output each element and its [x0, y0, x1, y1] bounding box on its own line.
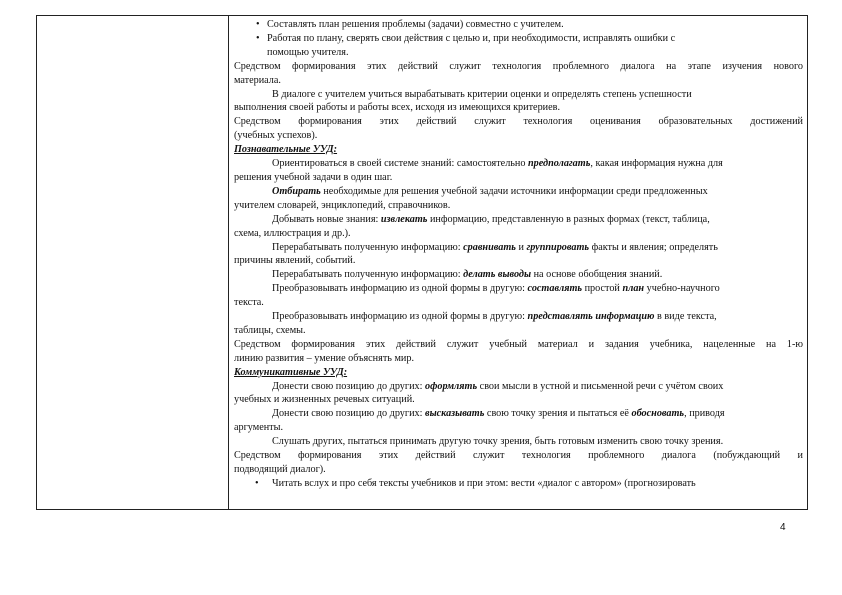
cog-line: Отбирать необходимые для решения учебной задачи источники информации среди предложенных: [272, 185, 708, 197]
cog-line: Ориентироваться в своей системе знаний: самостоятельно предполагать, какая информация нужна для: [272, 158, 723, 170]
cog-line-end: текста.: [234, 297, 264, 309]
paragraph-tech4-end: подводящий диалог).: [234, 464, 326, 475]
comm-line: Слушать других, пытаться принимать другую точку зрения, быть готовым изменить свою точку зрения.: [272, 436, 724, 448]
comm-line-end: учебных и жизненных речевых ситуаций.: [234, 394, 415, 406]
page-number: 4: [780, 522, 786, 533]
cog-line-end: схема, иллюстрация и др.).: [234, 227, 351, 239]
cog-line-end: причины явлений, событий.: [234, 255, 356, 267]
paragraph-tech1-end: материала.: [234, 74, 281, 86]
cog-line-end: решения учебной задачи в один шаг.: [234, 171, 393, 183]
paragraph-dialog: В диалоге с учителем учиться вырабатывать критерии оценки и определять степень успешности: [272, 88, 692, 100]
comm-line: Донести свою позицию до других: высказывать свою точку зрения и пытаться её обосновать, приводя: [272, 408, 725, 420]
cog-line-end: таблицы, схемы.: [234, 324, 306, 336]
cog-line-end: учителем словарей, энциклопедий, справочников.: [234, 199, 451, 211]
paragraph-tech3-end: линию развития – умение объяснять мир.: [234, 352, 414, 364]
paragraph-dialog-end: выполнения своей работы и работы всех, исходя из имеющихся критериев.: [234, 102, 560, 114]
paragraph-tech1: Средством формирования этих действий служит технология проблемного диалога на этапе изучения нового: [234, 60, 803, 72]
bullet-item: • Работая по плану, сверять свои действия с целью и, при необходимости, исправлять ошибки с помощью учителя.: [234, 32, 803, 60]
cog-line: Преобразовывать информацию из одной формы в другую: составлять простой план учебно-научного: [272, 283, 720, 295]
communicative-heading: Коммуникативные УУД:: [234, 366, 348, 378]
bullet-item: • Читать вслух и про себя тексты учебников и при этом: вести «диалог с автором» (прогнозировать: [234, 477, 803, 491]
paragraph-tech2-end: (учебных успехов).: [234, 130, 318, 142]
comm-line-end: аргументы.: [234, 422, 284, 434]
comm-line: Донести свою позицию до других: оформлять свои мысли в устной и письменной речи с учётом своих: [272, 380, 724, 392]
paragraph-tech4: Средством формирования этих действий служит технология проблемного диалога (побуждающий и: [234, 450, 803, 462]
table-right-cell: [230, 16, 807, 509]
bullet-item: • Составлять план решения проблемы (задачи) совместно с учителем.: [234, 18, 803, 32]
cog-line: Преобразовывать информацию из одной формы в другую: представлять информацию в виде текста,: [272, 311, 717, 323]
table-left-cell: [37, 16, 229, 509]
cognitive-heading: Познавательные УУД:: [234, 144, 338, 156]
paragraph-tech3: Средством формирования этих действий служит учебный материал и задания учебника, нацеленные на 1-ю: [234, 338, 803, 350]
content-table: [36, 15, 808, 510]
cog-line: Перерабатывать полученную информацию: делать выводы на основе обобщения знаний.: [272, 269, 663, 281]
paragraph-tech2: Средством формирования этих действий служит технология оценивания образовательных достижений: [234, 116, 803, 128]
cog-line: Добывать новые знания: извлекать информацию, представленную в разных формах (текст, таблица,: [272, 213, 710, 225]
cog-line: Перерабатывать полученную информацию: сравнивать и группировать факты и явления; определять: [272, 241, 718, 253]
